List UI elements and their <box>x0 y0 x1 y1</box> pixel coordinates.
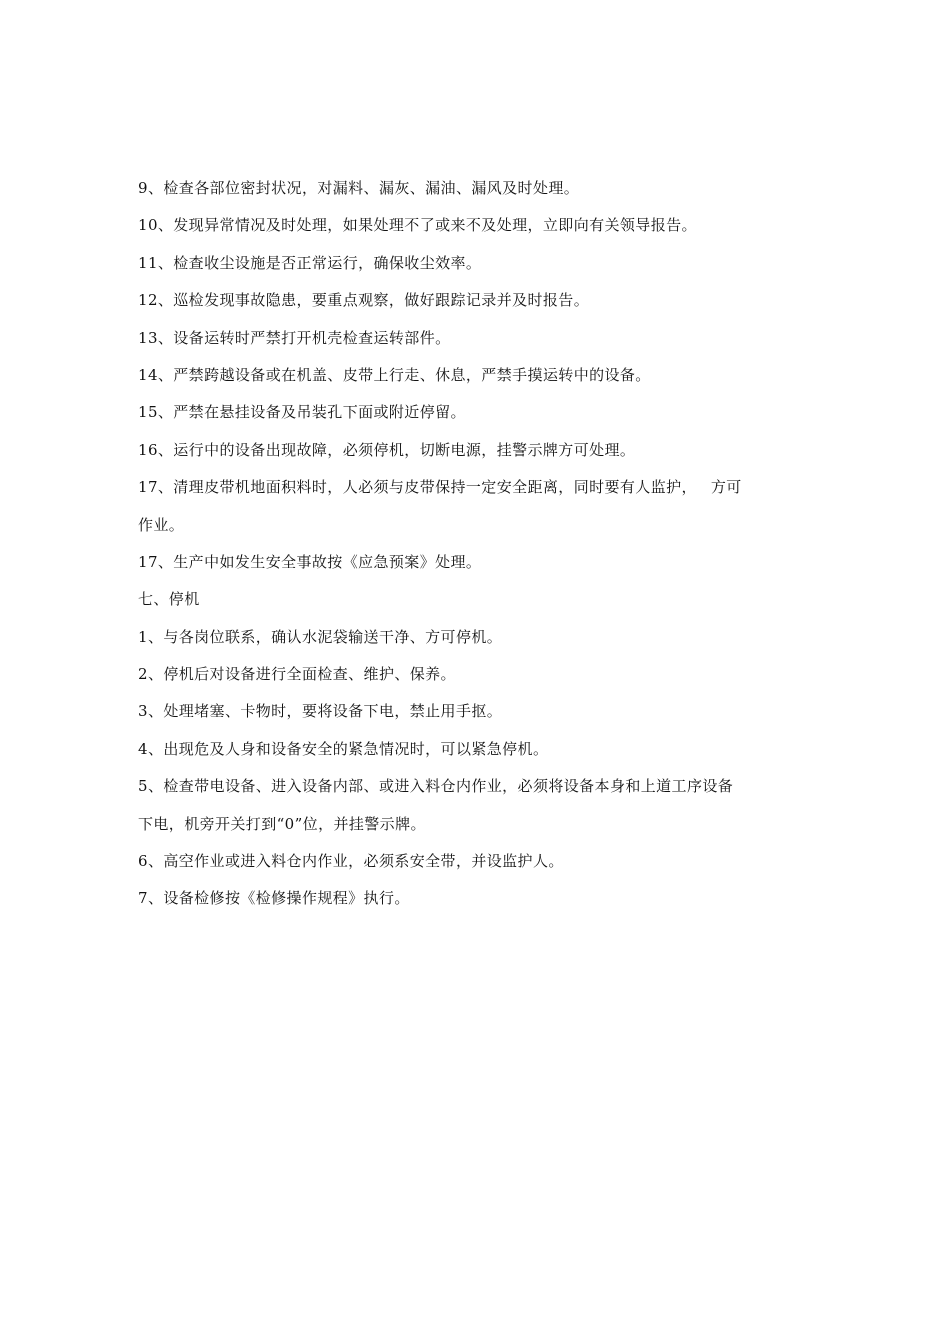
paragraph-line: 10、发现异常情况及时处理，如果处理不了或来不及处理，立即向有关领导报告。 <box>138 216 697 235</box>
paragraph-line: 下电，机旁开关打到“0”位，并挂警示牌。 <box>138 814 426 833</box>
section-heading: 七、停机 <box>138 590 200 609</box>
paragraph-line: 5、检查带电设备、进入设备内部、或进入料仓内作业，必须将设备本身和上道工序设备 <box>138 777 734 796</box>
paragraph-line: 作业。 <box>138 515 185 534</box>
paragraph-line: 16、运行中的设备出现故障，必须停机，切断电源，挂警示牌方可处理。 <box>138 440 636 459</box>
paragraph-line: 2、停机后对设备进行全面检查、维护、保养。 <box>138 665 456 684</box>
paragraph-line: 11、检查收尘设施是否正常运行，确保收尘效率。 <box>138 253 482 272</box>
paragraph-line: 13、设备运转时严禁打开机壳检查运转部件。 <box>138 328 451 347</box>
document-body <box>138 170 808 918</box>
paragraph-line: 7、设备检修按《检修操作规程》执行。 <box>138 889 410 908</box>
paragraph-line: 17、生产中如发生安全事故按《应急预案》处理。 <box>138 552 482 571</box>
paragraph-line: 1、与各岗位联系，确认水泥袋输送干净、方可停机。 <box>138 627 503 646</box>
paragraph-line: 6、高空作业或进入料仓内作业，必须系安全带，并设监护人。 <box>138 852 564 871</box>
paragraph-line: 3、处理堵塞、卡物时，要将设备下电，禁止用手抠。 <box>138 702 503 721</box>
paragraph-line: 14、严禁跨越设备或在机盖、皮带上行走、休息，严禁手摸运转中的设备。 <box>138 365 651 384</box>
paragraph-line: 15、严禁在悬挂设备及吊装孔下面或附近停留。 <box>138 403 466 422</box>
paragraph-line <box>138 469 808 506</box>
paragraph-line: 12、巡检发现事故隐患，要重点观察，做好跟踪记录并及时报告。 <box>138 291 590 310</box>
paragraph-text: 17、清理皮带机地面积料时，人必须与皮带保持一定安全距离，同时要有人监护， <box>138 478 697 497</box>
paragraph-text: 方可 <box>710 478 742 497</box>
paragraph-line: 9、检查各部位密封状况，对漏料、漏灰、漏油、漏风及时处理。 <box>138 179 580 197</box>
paragraph-line: 4、出现危及人身和设备安全的紧急情况时，可以紧急停机。 <box>138 739 549 758</box>
